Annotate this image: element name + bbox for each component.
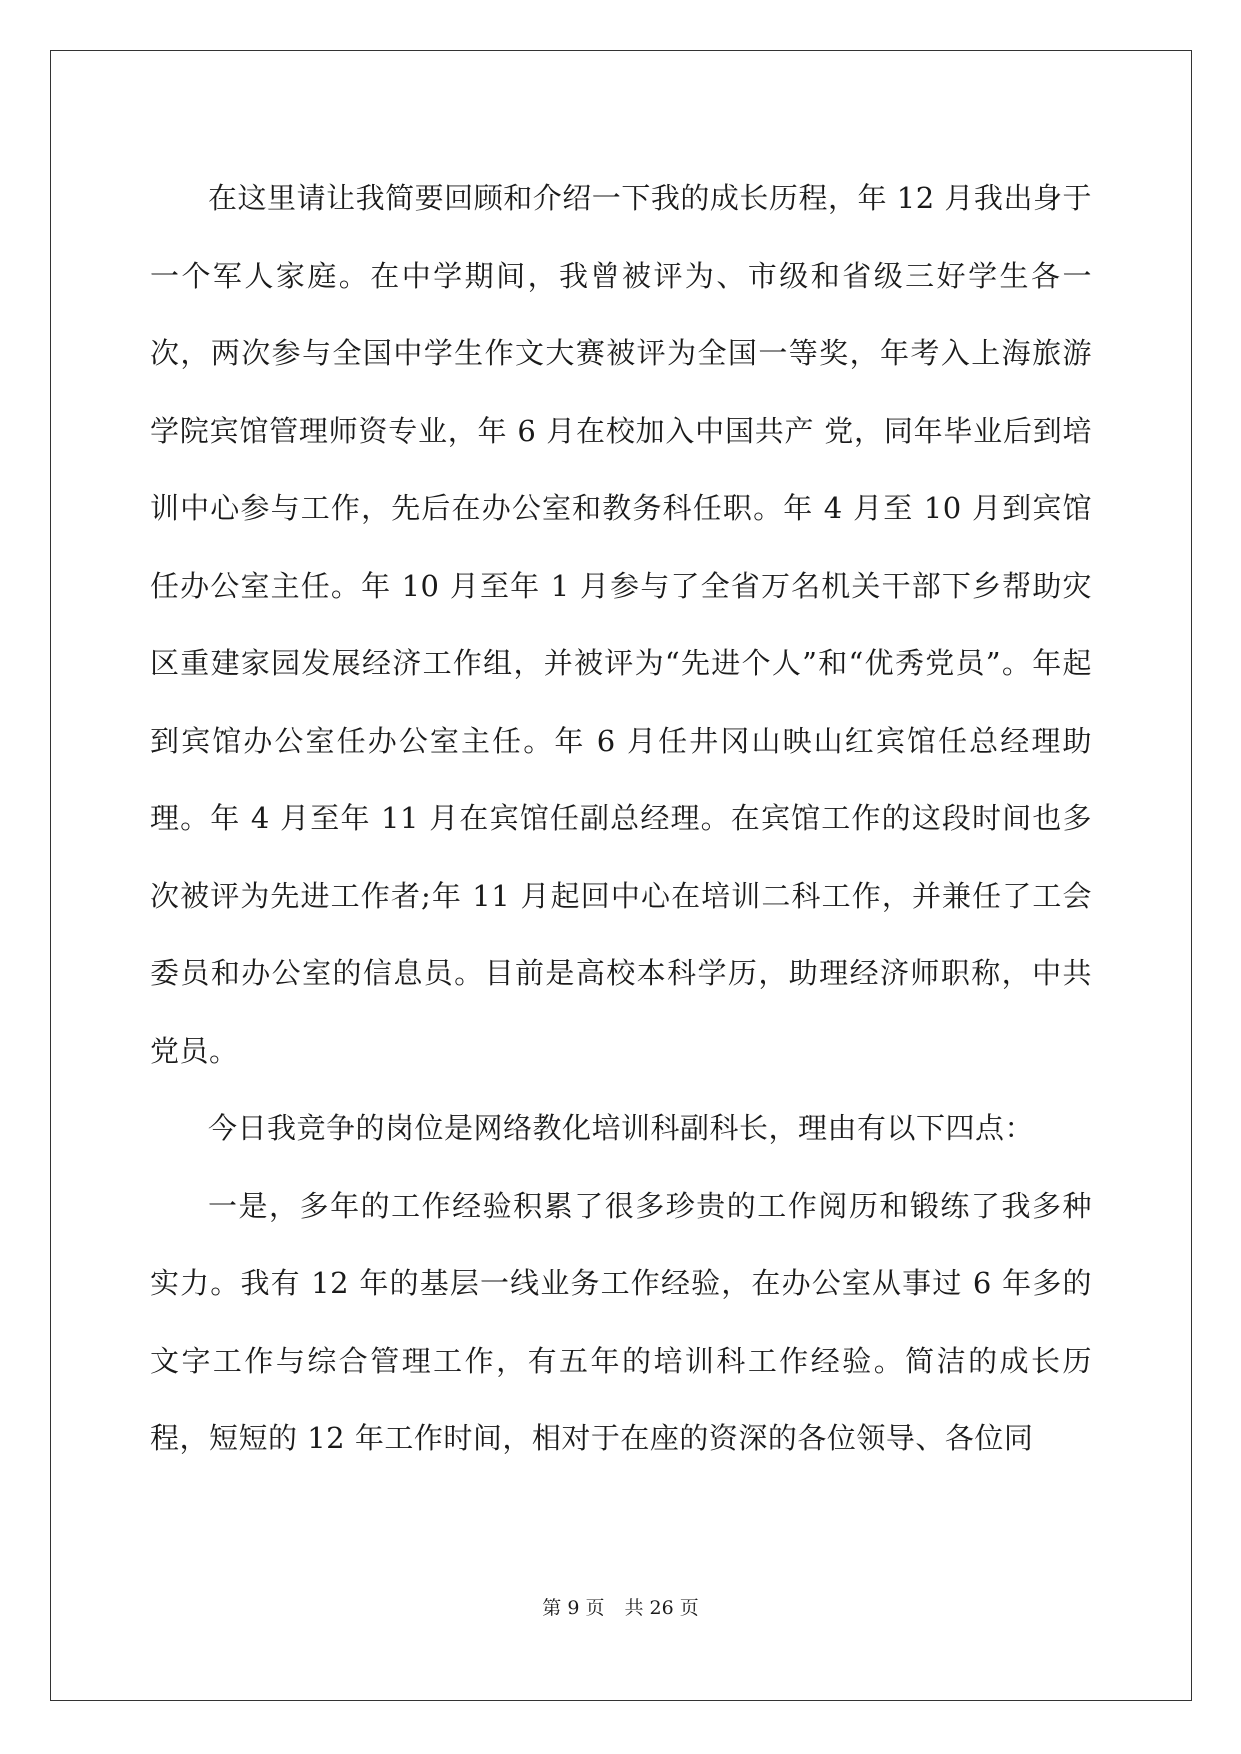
page-total: 共 26 页 — [624, 1597, 699, 1619]
paragraph-2: 今日我竞争的岗位是网络教化培训科副科长，理由有以下四点： — [208, 1111, 1035, 1145]
paragraph-1: 在这里请让我简要回顾和介绍一下我的成长历程，年 12 月我出身于一个军人家庭。在中学期间，我曾被评为、市级和省级三好学生各一次，两次参与全国中学生作文大赛被评为全国一等奖，年考入上海旅游学院宾馆管理师资专业，年 6 月在校加入中国共产 党，同年毕业后到培训中心参与工作，先后在办公室和教务科任职。年 4 月至 10 月到宾馆任办公室主任。年 10 月至年 1 月参与了全省万名机关干部下乡帮助灾区重建家园发展经济工作组，并被评为“先进个人”和“优秀党员”。年起到宾馆办公室任办公室主任。年 6 月任井冈山映山红宾馆任总经理助理。年 4 月至年 11 月在宾馆任副总经理。在宾馆工作的这段时间也多次被评为先进工作者;年 11 月起回中心在培训二科工作，并兼任了工会委员和办公室的信息员。目前是高校本科学历，助理经济师职称，中共党员。 — [150, 181, 1092, 1068]
paragraph-3: 一是，多年的工作经验积累了很多珍贵的工作阅历和锻练了我多种实力。我有 12 年的基层一线业务工作经验，在办公室从事过 6 年多的文字工作与综合管理工作，有五年的培训科工作经验。简洁的成长历程，短短的 12 年工作时间，相对于在座的资深的各位领导、各位同 — [150, 1188, 1092, 1455]
page-number: 第 9 页 — [542, 1597, 605, 1619]
page-footer — [0, 1596, 1241, 1620]
document-body — [150, 160, 1092, 1478]
